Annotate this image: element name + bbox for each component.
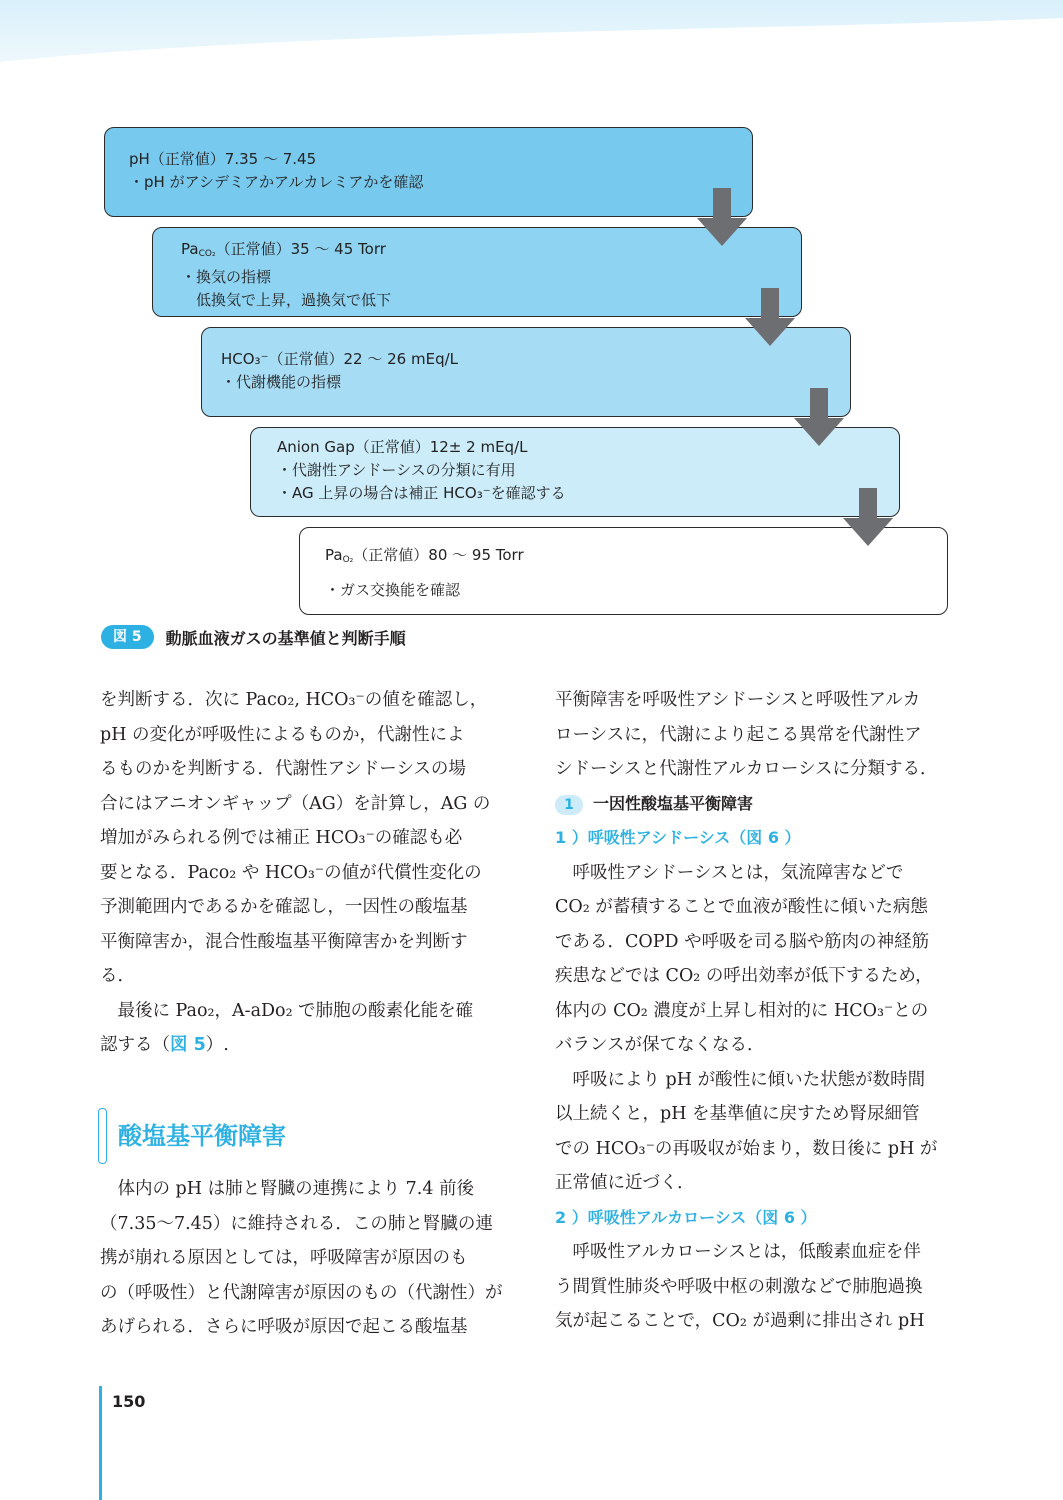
- step-note: 低換気で上昇，過換気で低下: [181, 291, 392, 309]
- subsection-number-badge: 1: [555, 795, 583, 815]
- subsection-heading: 1 一因性酸塩基平衡障害: [555, 787, 955, 822]
- subsection-title: 2 ）呼吸性アルカローシス（図 6 ）: [555, 1207, 817, 1227]
- text-line: シドーシスと代謝性アルカローシスに分類する．: [555, 759, 938, 779]
- text-line: である．COPD や呼吸を司る脳や筋肉の神経筋: [555, 931, 930, 952]
- down-arrow-icon: [745, 288, 795, 346]
- right-column: [555, 683, 955, 1339]
- step-heading: $Pa_{O_2}$（正常値）80 ～ 95 Torr: [325, 546, 524, 565]
- figure-reference-link[interactable]: 図 5: [170, 1035, 206, 1055]
- header-band: [0, 0, 1063, 80]
- figure-caption: [101, 625, 406, 649]
- text-line: での HCO₃⁻の再吸収が始まり，数日後に pH が: [555, 1138, 938, 1159]
- down-arrow-icon: [697, 188, 747, 246]
- text-line: う間質性肺炎や呼吸中枢の刺激などで肺胞過換: [555, 1276, 923, 1297]
- step-note: ・代謝性アシドーシスの分類に有用: [277, 461, 516, 479]
- text-line: 予測範囲内であるかを確認し，一因性の酸塩基: [100, 897, 468, 917]
- page-number: 150: [112, 1392, 146, 1411]
- text-line: 体内の pH は肺と腎臓の連携により 7.4 前後: [100, 1179, 475, 1199]
- step-heading: Anion Gap（正常値）12± 2 mEq/L: [277, 438, 528, 456]
- step-heading: pH（正常値）7.35 ～ 7.45: [129, 150, 317, 168]
- text-line: 体内の CO₂ 濃度が上昇し相対的に HCO₃⁻との: [555, 1000, 929, 1021]
- figure-title: 動脈血液ガスの基準値と判断手順: [165, 628, 406, 648]
- text-line: ローシスに，代謝により起こる異常を代謝性ア: [555, 724, 922, 745]
- section-title: 酸塩基平衡障害: [118, 1122, 286, 1150]
- down-arrow-icon: [843, 488, 893, 546]
- down-arrow-icon: [794, 388, 844, 446]
- step-note: ・換気の指標: [181, 268, 272, 286]
- text-line: 認する（図 5）.: [100, 1035, 229, 1055]
- text-line: 気が起こることで，CO₂ が過剰に排出され pH: [555, 1311, 925, 1331]
- text-line: 疾患などでは CO₂ の呼出効率が低下するため，: [555, 966, 933, 986]
- left-column-section-text: [100, 1172, 503, 1345]
- text-line: あげられる．さらに呼吸が原因で起こる酸塩基: [100, 1317, 468, 1337]
- text-line: 最後に Pao₂，A-aDo₂ で肺胞の酸素化能を確: [100, 1000, 474, 1021]
- text-line: 平衡障害を呼吸性アシドーシスと呼吸性アルカ: [555, 690, 921, 710]
- figure-badge: 図 5: [101, 625, 154, 649]
- subsection-title: 1 ）呼吸性アシドーシス（図 6 ）: [555, 828, 801, 847]
- left-column: [100, 683, 500, 1063]
- text-line: 呼吸性アルカローシスとは，低酸素血症を伴: [555, 1242, 921, 1262]
- flow-step-ph: [104, 127, 753, 217]
- text-line: の（呼吸性）と代謝障害が原因のもの（代謝性）が: [100, 1282, 503, 1303]
- text-line: 合にはアニオンギャップ（AG）を計算し，AG の: [100, 793, 491, 814]
- text-line: pH の変化が呼吸性によるものか，代謝性によ: [100, 724, 465, 745]
- text-line: 呼吸により pH が酸性に傾いた状態が数時間: [555, 1069, 926, 1090]
- text-line: 増加がみられる例では補正 HCO₃⁻の確認も必: [100, 828, 463, 848]
- step-heading: $Pa_{CO_2}$（正常値）35 ～ 45 Torr: [181, 240, 386, 259]
- text-line: を判断する．次に Paco₂, HCO₃⁻の値を確認し，: [100, 690, 488, 710]
- step-note: ・pH がアシデミアかアルカレミアかを確認: [129, 173, 424, 191]
- text-line: 平衡障害か，混合性酸塩基平衡障害かを判断す: [100, 931, 468, 952]
- text-line: CO₂ が蓄積することで血液が酸性に傾いた病態: [555, 897, 928, 917]
- text-line: 以上続くと，pH を基準値に戻すため腎尿細管: [555, 1104, 920, 1124]
- text-line: 正常値に近づく．: [555, 1173, 695, 1193]
- text-line: るものかを判断する．代謝性アシドーシスの場: [100, 759, 466, 779]
- page-edge-bar: [99, 1386, 102, 1500]
- step-note: ・ガス交換能を確認: [325, 581, 461, 599]
- text-line: 携が崩れる原因としては，呼吸障害が原因のも: [100, 1248, 468, 1268]
- section-marker: [98, 1108, 107, 1164]
- step-note: ・AG 上昇の場合は補正 HCO₃⁻を確認する: [277, 484, 566, 502]
- text-line: バランスが保てなくなる．: [555, 1035, 765, 1055]
- text-line: 要となる．Paco₂ や HCO₃⁻の値が代償性変化の: [100, 862, 482, 883]
- text-line: （7.35～7.45）に維持される．この肺と腎臓の連: [100, 1213, 493, 1234]
- step-heading: HCO₃⁻（正常値）22 ～ 26 mEq/L: [221, 350, 459, 368]
- text-line: 呼吸性アシドーシスとは，気流障害などで: [555, 862, 904, 883]
- step-note: ・代謝機能の指標: [221, 373, 342, 391]
- text-line: る．: [100, 966, 135, 986]
